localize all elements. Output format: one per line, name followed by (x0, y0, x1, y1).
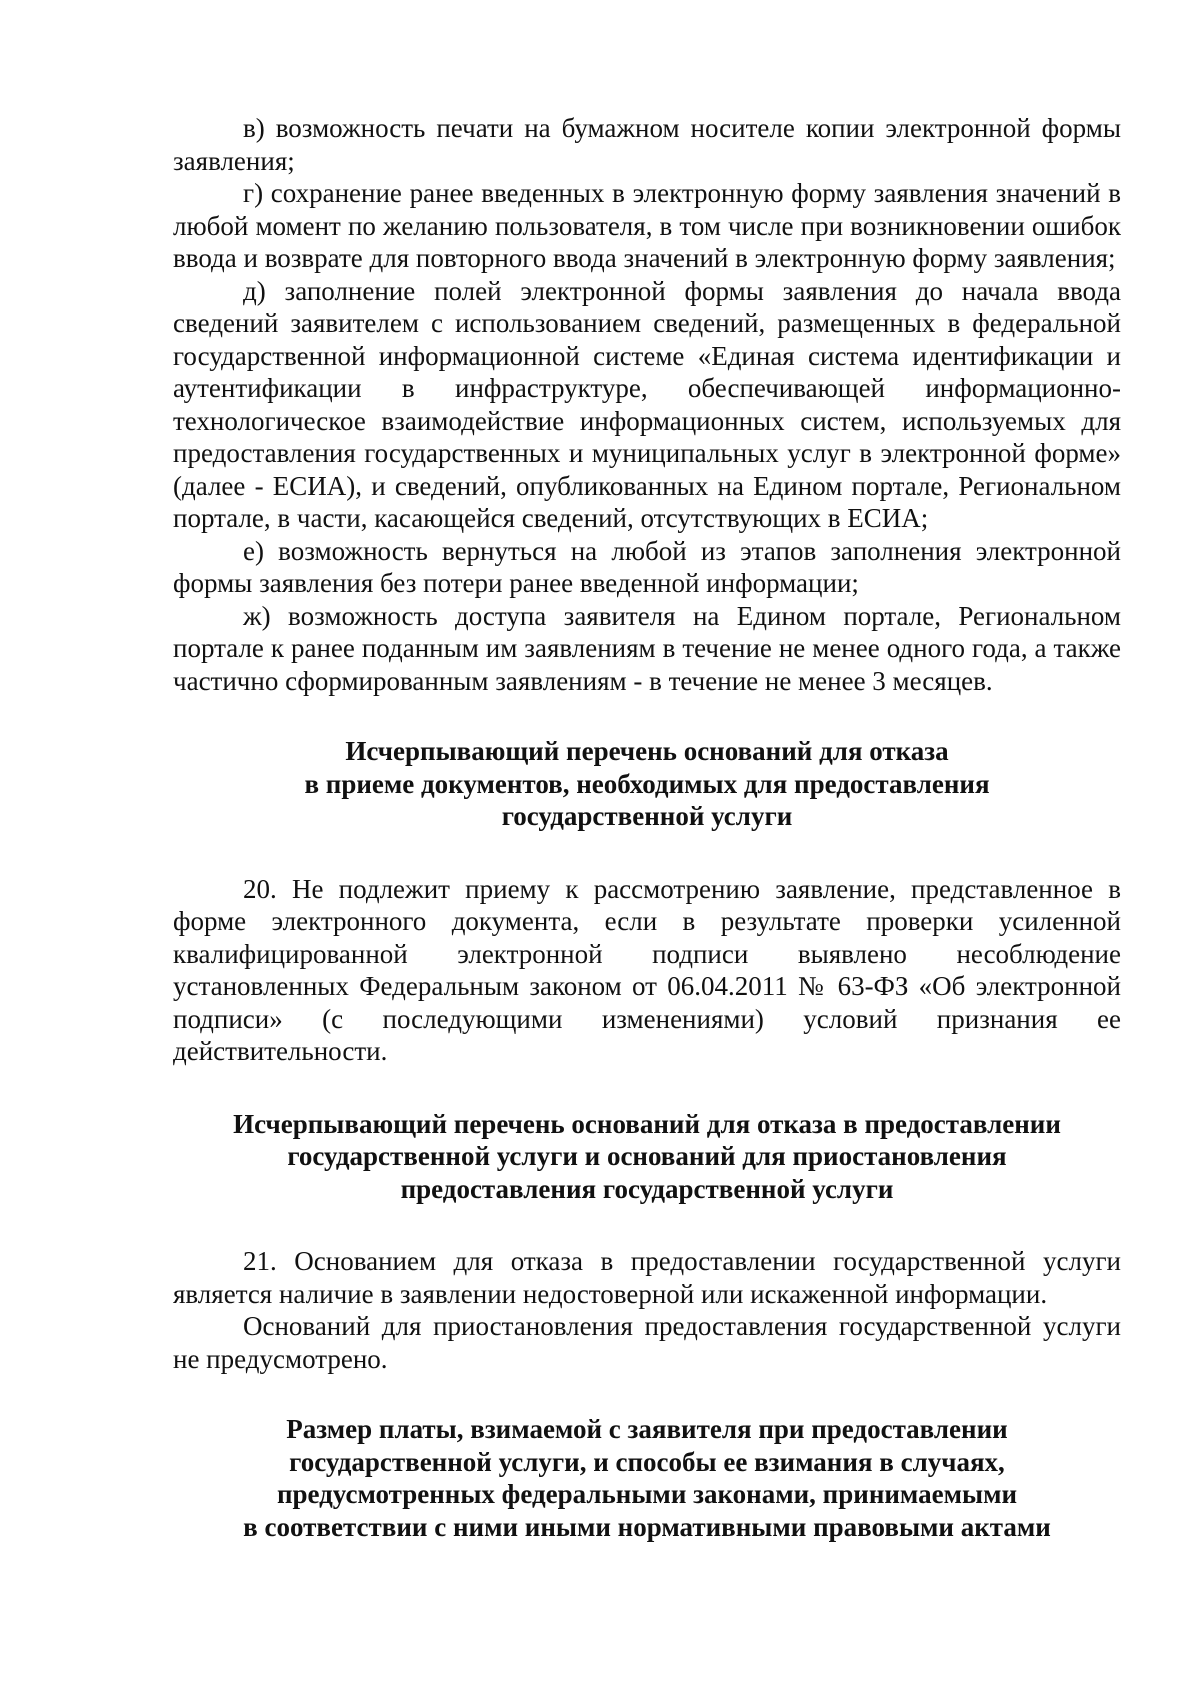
heading-line: предоставления государственной услуги (400, 1173, 894, 1204)
heading-line: государственной услуги, и способы ее взимания в случаях, (289, 1446, 1005, 1477)
document-page (173, 112, 1121, 1543)
section-heading-refusal-service (173, 1108, 1121, 1206)
heading-line: государственной услуги и оснований для приостановления (287, 1141, 1007, 1171)
section-heading-refusal-acceptance (173, 735, 1121, 833)
paragraph-21: 21. Основанием для отказа в предоставлении государственной услуги является наличие в заявлении недостоверной или искаженной информации. (173, 1246, 1121, 1309)
heading-line: Исчерпывающий перечень оснований для отказа в предоставлении (233, 1108, 1061, 1139)
heading-line: государственной услуги (501, 801, 793, 831)
list-item-zh: ж) возможность доступа заявителя на Едином портале, Региональном портале к ранее поданным им заявлениям в течение не менее одного года, а также частично сформированным заявлениям - в течение не менее 3 месяцев. (173, 600, 1121, 696)
paragraph-20: 20. Не подлежит приему к рассмотрению заявление, представленное в форме электронного документа, если в результате проверки усиленной квалифицированной электронной подписи выявлено несоблюдение установленных Федеральным законом от 06.04.2011 № 63-ФЗ «Об электронной подписи» (с последующими изменениями) условий признания ее действительности. (173, 873, 1121, 1066)
list-item-d: д) заполнение полей электронной формы заявления до начала ввода сведений заявителем с использованием сведений, размещенных в федеральной государственной информационной системе «Единая система идентификации и аутентификации в инфраструктуре, обеспечивающей информационно-технологическое взаимодействие информационных систем, используемых для предоставления государственных и муниципальных услуг в электронной форме» (далее - ЕСИА), и сведений, опубликованных на Едином портале, Региональном портале, в части, касающейся сведений, отсутствующих в ЕСИА; (173, 275, 1121, 533)
paragraph-21-suspension: Оснований для приостановления предоставления государственной услуги не предусмотрено. (173, 1311, 1121, 1374)
heading-line: в приеме документов, необходимых для предоставления (304, 768, 990, 799)
list-item-e: е) возможность вернуться на любой из этапов заполнения электронной формы заявления без потери ранее введенной информации; (173, 535, 1121, 598)
heading-line: предусмотренных федеральными законами, принимаемыми (276, 1479, 1018, 1509)
list-item-v: в) возможность печати на бумажном носителе копии электронной формы заявления; (173, 113, 1121, 176)
heading-line: в соответствии с ними иными нормативными правовыми актами (243, 1511, 1051, 1542)
heading-line: Исчерпывающий перечень оснований для отказа (345, 736, 949, 766)
section-heading-fee (173, 1413, 1121, 1543)
list-item-g: г) сохранение ранее введенных в электронную форму заявления значений в любой момент по желанию пользователя, в том числе при возникновении ошибок ввода и возврате для повторного ввода значений в электронную форму заявления; (173, 178, 1121, 273)
heading-line: Размер платы, взимаемой с заявителя при предоставлении (286, 1414, 1008, 1444)
